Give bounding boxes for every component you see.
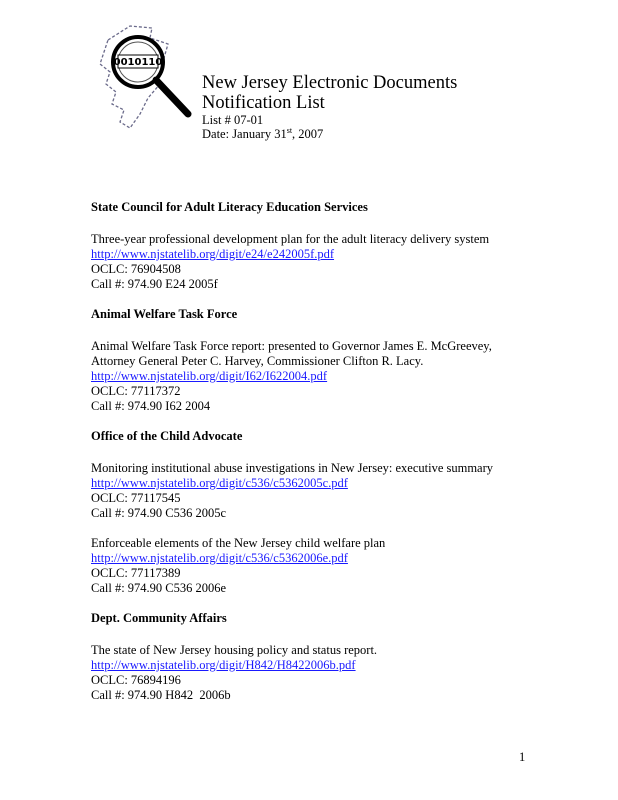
binary-label-text: 0010110 [113,57,163,68]
entry-title: The state of New Jersey housing policy and status report. [91,643,378,657]
entry-call-number: Call #: 974.90 I62 2004 [91,399,211,413]
section-heading: Office of the Child Advocate [91,429,243,443]
entry-oclc: OCLC: 76904508 [91,262,181,276]
entry-title: Three-year professional development plan for the adult literacy delivery system [91,232,490,246]
entry-title: Enforceable elements of the New Jersey child welfare plan [91,536,386,550]
document-entry [91,536,561,596]
entry-pdf-link[interactable]: http://www.njstatelib.org/digit/c536/c5362006e.pdf [91,551,348,565]
entry-call-number: Call #: 974.90 C536 2006e [91,581,227,595]
entry-pdf-link[interactable]: http://www.njstatelib.org/digit/e24/e242005f.pdf [91,247,335,261]
section-animal-welfare [91,307,561,414]
entry-pdf-link[interactable]: http://www.njstatelib.org/digit/c536/c5362005c.pdf [91,476,348,490]
entry-oclc: OCLC: 77117545 [91,491,181,505]
date-year: , 2007 [292,127,324,141]
date-prefix: Date: January 31 [202,127,287,141]
document-entry [91,643,561,703]
entry-call-number: Call #: 974.90 H842 2006b [91,688,231,702]
entry-oclc: OCLC: 76894196 [91,673,181,687]
document-header [202,73,457,141]
section-heading: Dept. Community Affairs [91,611,227,625]
document-entry [91,461,561,521]
document-entry [91,232,561,292]
date-ordinal-suffix: st [286,125,293,135]
document-list [91,200,561,718]
nj-state-magnifier-logo [90,18,205,136]
section-heading: Animal Welfare Task Force [91,307,238,321]
section-community-affairs [91,611,561,703]
section-heading: State Council for Adult Literacy Education Services [91,200,368,214]
entry-pdf-link[interactable]: http://www.njstatelib.org/digit/H842/H8422006b.pdf [91,658,356,672]
document-title-line1: New Jersey Electronic Documents [202,73,458,93]
entry-pdf-link[interactable]: http://www.njstatelib.org/digit/I62/I622004.pdf [91,369,328,383]
page-number: 1 [519,750,526,764]
section-child-advocate [91,429,561,596]
document-title-line2: Notification List [202,93,325,113]
entry-call-number: Call #: 974.90 E24 2005f [91,277,218,291]
document-date [202,127,457,141]
magnifier-handle [156,80,188,114]
entry-title: Monitoring institutional abuse investigations in New Jersey: executive summary [91,461,494,475]
list-number: List # 07-01 [202,113,264,127]
entry-title: Animal Welfare Task Force report: presented to Governor James E. McGreevey, [91,339,492,353]
entry-title-cont: Attorney General Peter C. Harvey, Commissioner Clifton R. Lacy. [91,354,424,368]
entry-call-number: Call #: 974.90 C536 2005c [91,506,227,520]
section-adult-literacy [91,200,561,292]
entry-oclc: OCLC: 77117389 [91,566,181,580]
magnifier-icon [90,18,205,136]
entry-oclc: OCLC: 77117372 [91,384,181,398]
document-entry [91,339,561,414]
